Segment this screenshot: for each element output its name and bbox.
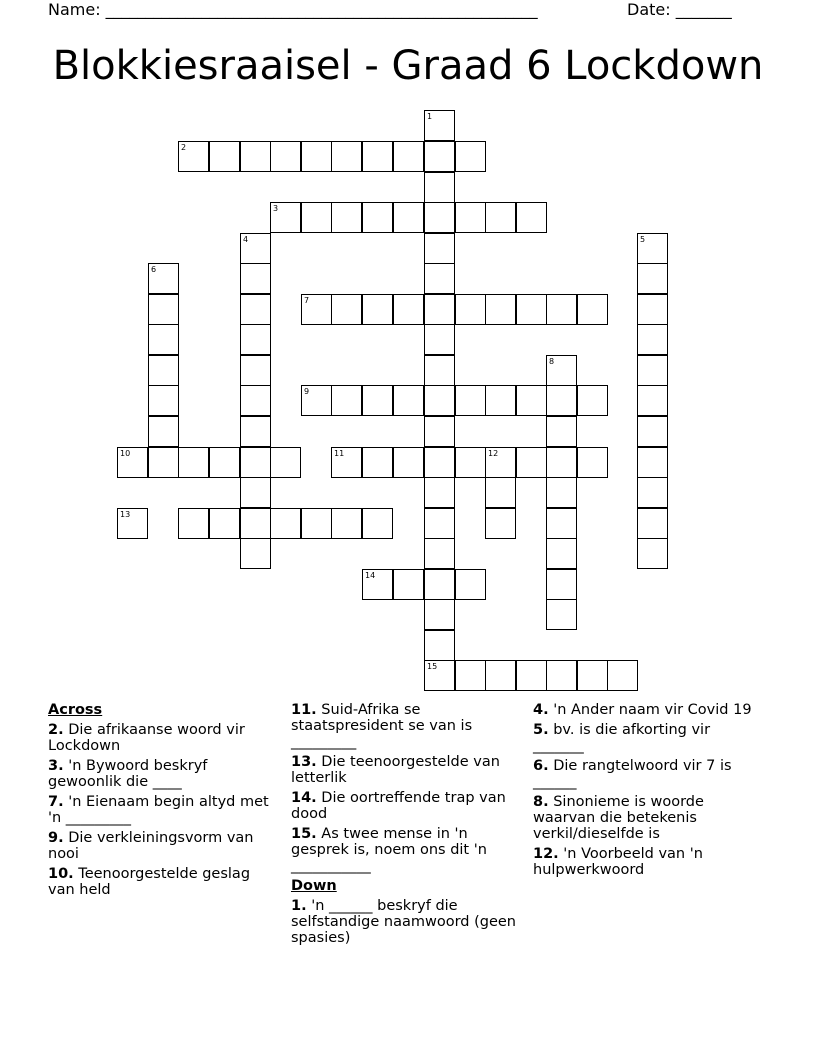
crossword-cell[interactable] — [424, 172, 455, 203]
crossword-cell[interactable] — [424, 599, 455, 630]
clue — [291, 898, 526, 946]
crossword-cell[interactable] — [331, 141, 362, 172]
clue-number: 9 — [304, 387, 310, 396]
clue-text: 'n Eienaam begin altyd met 'n _________ — [48, 794, 269, 826]
crossword-cell[interactable] — [209, 141, 240, 172]
crossword-cell[interactable] — [637, 324, 668, 355]
clue-text: As twee mense in 'n gesprek is, noem ons dit 'n ___________ — [291, 826, 487, 874]
clue-text: Suid-Afrika se staatspresident se van is _________ — [291, 702, 473, 750]
down-heading: Down — [291, 878, 337, 894]
crossword-cell[interactable] — [301, 385, 332, 416]
clue-number: 2 — [181, 143, 187, 152]
crossword-cell[interactable] — [331, 447, 362, 478]
crossword-cell[interactable] — [516, 660, 547, 691]
crossword-cell[interactable] — [546, 294, 577, 325]
crossword-cell[interactable] — [424, 477, 455, 508]
crossword-cell[interactable] — [485, 385, 516, 416]
clue — [533, 758, 763, 790]
crossword-cell[interactable] — [577, 447, 608, 478]
crossword-cell[interactable] — [301, 141, 332, 172]
clue-number: 11 — [334, 449, 345, 458]
clue-text: bv. is die afkorting vir _______ — [533, 722, 711, 754]
crossword-cell[interactable] — [331, 294, 362, 325]
clue-number: 3 — [273, 204, 279, 213]
crossword-cell[interactable] — [424, 569, 455, 600]
clue — [533, 722, 763, 754]
crossword-cell[interactable] — [424, 202, 455, 233]
crossword-cell[interactable] — [424, 416, 455, 447]
crossword-cell[interactable] — [516, 202, 547, 233]
crossword-cell[interactable] — [148, 447, 179, 478]
crossword-cell[interactable] — [148, 416, 179, 447]
clue-number: 11. — [291, 702, 317, 718]
crossword-cell[interactable] — [393, 294, 424, 325]
crossword-cell[interactable] — [455, 569, 486, 600]
crossword-cell[interactable] — [546, 599, 577, 630]
down-clue-list — [291, 898, 526, 946]
crossword-cell[interactable] — [546, 569, 577, 600]
clue — [48, 866, 273, 898]
crossword-cell[interactable] — [117, 508, 148, 539]
crossword-cell[interactable] — [546, 355, 577, 386]
crossword-cell[interactable] — [607, 660, 638, 691]
crossword-cell[interactable] — [362, 202, 393, 233]
crossword-cell[interactable] — [301, 202, 332, 233]
clue-number: 4 — [243, 235, 249, 244]
clue-number: 15. — [291, 826, 317, 842]
crossword-cell[interactable] — [485, 508, 516, 539]
crossword-cell[interactable] — [485, 294, 516, 325]
clue-number: 12 — [488, 449, 499, 458]
crossword-cell[interactable] — [393, 447, 424, 478]
crossword-cell[interactable] — [516, 385, 547, 416]
across-clue-list-continued — [291, 702, 526, 874]
clue-number: 13 — [120, 510, 131, 519]
crossword-cell[interactable] — [455, 141, 486, 172]
crossword-cell[interactable] — [637, 447, 668, 478]
clue-number: 8 — [549, 357, 555, 366]
crossword-cell[interactable] — [424, 324, 455, 355]
clue-number: 7 — [304, 296, 310, 305]
crossword-cell[interactable] — [240, 385, 271, 416]
crossword-cell[interactable] — [362, 294, 393, 325]
clue — [533, 702, 763, 718]
date-field-label: Date: _______ — [627, 0, 732, 19]
clue-number: 10. — [48, 866, 74, 882]
crossword-cell[interactable] — [331, 385, 362, 416]
crossword-cell[interactable] — [240, 508, 271, 539]
crossword-cell[interactable] — [455, 447, 486, 478]
crossword-cell[interactable] — [270, 508, 301, 539]
crossword-cell[interactable] — [637, 416, 668, 447]
crossword-cell[interactable] — [117, 447, 148, 478]
crossword-cell[interactable] — [362, 569, 393, 600]
crossword-cell[interactable] — [362, 141, 393, 172]
crossword-cell[interactable] — [331, 508, 362, 539]
crossword-cell[interactable] — [637, 263, 668, 294]
crossword-cell[interactable] — [209, 508, 240, 539]
crossword-cell[interactable] — [362, 385, 393, 416]
crossword-cell[interactable] — [424, 294, 455, 325]
crossword-cell[interactable] — [546, 416, 577, 447]
clue-number: 5 — [640, 235, 646, 244]
crossword-cell[interactable] — [393, 141, 424, 172]
clue-number: 6. — [533, 758, 549, 774]
crossword-cell[interactable] — [240, 263, 271, 294]
crossword-cell[interactable] — [393, 569, 424, 600]
crossword-cell[interactable] — [424, 355, 455, 386]
clue-number: 15 — [427, 662, 438, 671]
crossword-cell[interactable] — [148, 263, 179, 294]
crossword-cell[interactable] — [240, 355, 271, 386]
page-title: Blokkiesraaisel - Graad 6 Lockdown — [52, 43, 764, 89]
crossword-cell[interactable] — [148, 324, 179, 355]
clue — [48, 722, 273, 754]
crossword-cell[interactable] — [637, 355, 668, 386]
crossword-cell[interactable] — [485, 477, 516, 508]
name-field-label: Name: ______________________________________________________ — [48, 0, 538, 19]
crossword-cell[interactable] — [148, 294, 179, 325]
crossword-cell[interactable] — [455, 202, 486, 233]
crossword-cell[interactable] — [637, 538, 668, 569]
clue — [48, 758, 273, 790]
crossword-cell[interactable] — [577, 660, 608, 691]
crossword-cell[interactable] — [546, 447, 577, 478]
crossword-cell[interactable] — [516, 447, 547, 478]
across-clue-list — [48, 722, 273, 898]
clue-number: 13. — [291, 754, 317, 770]
crossword-cell[interactable] — [240, 324, 271, 355]
clue-number: 12. — [533, 846, 559, 862]
crossword-cell[interactable] — [485, 447, 516, 478]
crossword-cell[interactable] — [178, 141, 209, 172]
crossword-cell[interactable] — [424, 110, 455, 141]
across-heading: Across — [48, 702, 103, 718]
clue-text: Die oortreffende trap van dood — [291, 790, 506, 822]
crossword-cell[interactable] — [546, 538, 577, 569]
crossword-cell[interactable] — [240, 141, 271, 172]
clue-number: 3. — [48, 758, 64, 774]
crossword-cell[interactable] — [546, 385, 577, 416]
clue-number: 9. — [48, 830, 64, 846]
crossword-cell[interactable] — [516, 294, 547, 325]
crossword-cell[interactable] — [240, 477, 271, 508]
crossword-cell[interactable] — [424, 385, 455, 416]
crossword-cell[interactable] — [393, 385, 424, 416]
clues-column-2 — [291, 702, 526, 950]
crossword-cell[interactable] — [637, 233, 668, 264]
crossword-cell[interactable] — [637, 508, 668, 539]
clue-number: 14. — [291, 790, 317, 806]
crossword-cell[interactable] — [455, 385, 486, 416]
crossword-cell[interactable] — [546, 477, 577, 508]
crossword-cell[interactable] — [209, 447, 240, 478]
clue — [533, 794, 763, 842]
crossword-cell[interactable] — [637, 477, 668, 508]
clue-number: 4. — [533, 702, 549, 718]
clue-text: Die teenoorgestelde van letterlik — [291, 754, 500, 786]
clue — [291, 790, 526, 822]
crossword-cell[interactable] — [240, 233, 271, 264]
crossword-cell[interactable] — [424, 233, 455, 264]
clue-number: 10 — [120, 449, 131, 458]
crossword-cell[interactable] — [240, 294, 271, 325]
crossword-cell[interactable] — [424, 660, 455, 691]
clue-text: Sinonieme is woorde waarvan die betekenis verkil/dieselfde is — [533, 794, 704, 842]
clue — [48, 830, 273, 862]
clue-text: 'n Bywoord beskryf gewoonlik die ____ — [48, 758, 208, 790]
clue-text: 'n Voorbeeld van 'n hulpwerkwoord — [533, 846, 703, 878]
crossword-cell[interactable] — [362, 447, 393, 478]
clues-column-3 — [533, 702, 763, 882]
crossword-cell[interactable] — [424, 263, 455, 294]
crossword-cell[interactable] — [485, 202, 516, 233]
crossword-cell[interactable] — [424, 508, 455, 539]
clue-number: 2. — [48, 722, 64, 738]
clue-text: Teenoorgestelde geslag van held — [48, 866, 251, 898]
crossword-cell[interactable] — [485, 660, 516, 691]
crossword-cell[interactable] — [424, 447, 455, 478]
clue-number: 5. — [533, 722, 549, 738]
crossword-cell[interactable] — [424, 538, 455, 569]
crossword-cell[interactable] — [270, 141, 301, 172]
crossword-cell[interactable] — [270, 202, 301, 233]
crossword-cell[interactable] — [577, 294, 608, 325]
crossword-cell[interactable] — [148, 385, 179, 416]
crossword-cell[interactable] — [331, 202, 362, 233]
crossword-cell[interactable] — [577, 385, 608, 416]
crossword-cell[interactable] — [240, 538, 271, 569]
crossword-cell[interactable] — [546, 660, 577, 691]
clue — [533, 846, 763, 878]
clue-text: Die verkleiningsvorm van nooi — [48, 830, 254, 862]
clue-number: 1. — [291, 898, 307, 914]
crossword-cell[interactable] — [270, 447, 301, 478]
clue — [291, 702, 526, 750]
crossword-cell[interactable] — [362, 508, 393, 539]
clue-number: 1 — [427, 112, 433, 121]
crossword-cell[interactable] — [301, 508, 332, 539]
clue-number: 14 — [365, 571, 376, 580]
clue-number: 7. — [48, 794, 64, 810]
clue-text: Die afrikaanse woord vir Lockdown — [48, 722, 245, 754]
crossword-cell[interactable] — [301, 294, 332, 325]
crossword-cell[interactable] — [178, 508, 209, 539]
crossword-cell[interactable] — [393, 202, 424, 233]
crossword-cell[interactable] — [240, 416, 271, 447]
clue — [48, 794, 273, 826]
crossword-cell[interactable] — [240, 447, 271, 478]
clue-text: 'n ______ beskryf die selfstandige naamwoord (geen spasies) — [291, 898, 516, 946]
clues-column-1 — [48, 702, 273, 902]
crossword-cell[interactable] — [546, 508, 577, 539]
clue — [291, 754, 526, 786]
down-clue-list-continued — [533, 702, 763, 878]
clue-text: 'n Ander naam vir Covid 19 — [548, 702, 752, 718]
clue-number: 6 — [151, 265, 157, 274]
crossword-cell[interactable] — [424, 630, 455, 661]
crossword-cell[interactable] — [637, 294, 668, 325]
clue-number: 8. — [533, 794, 549, 810]
clue-text: Die rangtelwoord vir 7 is ______ — [533, 758, 732, 790]
crossword-cell[interactable] — [424, 141, 455, 172]
crossword-cell[interactable] — [148, 355, 179, 386]
clue — [291, 826, 526, 874]
crossword-cell[interactable] — [178, 447, 209, 478]
crossword-cell[interactable] — [455, 294, 486, 325]
crossword-cell[interactable] — [637, 385, 668, 416]
crossword-cell[interactable] — [455, 660, 486, 691]
